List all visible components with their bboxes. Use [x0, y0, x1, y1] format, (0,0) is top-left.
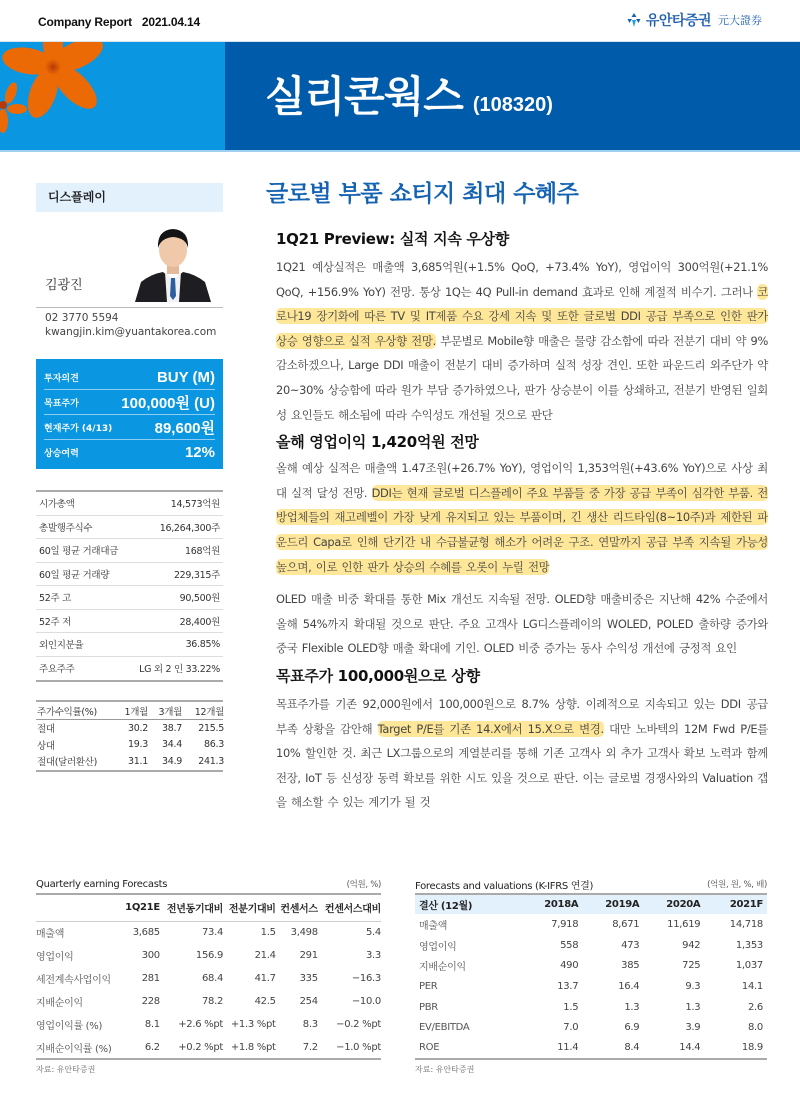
- stats-label: 52주 고: [39, 593, 71, 605]
- stats-row: [36, 563, 223, 587]
- returns-header-row: [36, 702, 223, 720]
- table-title: Quarterly earning Forecasts: [36, 878, 168, 890]
- rating-value: BUY (M): [156, 368, 215, 386]
- rating-row: [44, 440, 215, 465]
- table-cell: 385: [621, 960, 640, 972]
- table-cell: 16.4: [618, 980, 640, 992]
- row-label: 영업이익률 (%): [36, 1021, 103, 1032]
- column-header: 1Q21E: [125, 902, 160, 914]
- returns-cell: 215.5: [198, 722, 224, 734]
- table-cell: 73.4: [201, 927, 224, 939]
- stats-label: 외인지분율: [39, 640, 84, 652]
- company-ticker: (108320): [472, 94, 553, 116]
- section-title: 1Q21 Preview: 실적 지속 우상향: [276, 230, 509, 248]
- table-cell: 6.9: [624, 1022, 640, 1034]
- table-cell: 11,619: [667, 918, 701, 930]
- table-row: [415, 914, 767, 935]
- table-cell: 2.6: [747, 1001, 763, 1013]
- table-unit: (억원, %): [346, 880, 381, 890]
- row-label: 매출액: [419, 920, 448, 932]
- table-cell: 78.2: [201, 996, 224, 1007]
- analyst-photo: [131, 220, 215, 302]
- stats-value: 229,315주: [173, 569, 220, 581]
- rating-row: [44, 390, 215, 415]
- stats-row: [36, 610, 223, 634]
- column-header: 전년동기대비: [166, 904, 224, 916]
- stats-label: 60일 평균 거래대금: [39, 546, 119, 558]
- broker-name-cn: 元大證券: [718, 14, 762, 27]
- flower-icon: [0, 42, 225, 150]
- table-header-row: [36, 894, 381, 921]
- stats-row: [36, 516, 223, 540]
- table-cell: +2.6 %pt: [178, 1019, 224, 1030]
- stats-label: 60일 평균 거래량: [39, 569, 110, 581]
- table-row: [415, 1038, 767, 1059]
- paragraph-text: 올해 예상 실적은 매출액 1.47조원(+26.7% YoY), 영업이익 1,353억원(+43.6% YoY)으로 사상 최대 실적 달성 전망.: [276, 461, 768, 500]
- row-label: ROE: [419, 1042, 440, 1054]
- sidebar: [36, 183, 223, 772]
- analyst-name: 김광진: [45, 278, 83, 293]
- report-type: Company Report: [38, 15, 132, 29]
- column-header: 결산 (12월): [419, 901, 473, 912]
- table-cell: 7,918: [551, 918, 579, 930]
- table-caption: [36, 875, 381, 893]
- table-header-row: [415, 894, 767, 914]
- table-cell: 558: [560, 939, 579, 951]
- table-cell: 9.3: [685, 980, 701, 992]
- table-source: 자료: 유안타증권: [415, 1064, 475, 1074]
- table-cell: 490: [560, 960, 579, 972]
- table-cell: 3,498: [290, 927, 318, 939]
- row-label: 영업이익: [419, 941, 457, 953]
- banner-decoration: [0, 42, 225, 150]
- table-cell: +0.2 %pt: [178, 1041, 224, 1053]
- returns-cell: 절대: [37, 724, 55, 736]
- table-cell: 473: [621, 939, 640, 951]
- stats-label: 시가총액: [39, 499, 75, 511]
- main-content: [266, 175, 768, 815]
- company-title: [265, 64, 553, 124]
- table-cell: 13.7: [557, 980, 579, 992]
- rating-value: 89,600원: [154, 419, 215, 437]
- returns-cell: 241.3: [198, 755, 224, 767]
- yuanta-logo-icon: [626, 12, 642, 28]
- returns-cell: 86.3: [204, 739, 224, 751]
- row-label: 지배순이익: [36, 998, 83, 1009]
- stats-label: 52주 저: [39, 616, 71, 628]
- stats-row: [36, 633, 223, 657]
- returns-cell: 31.1: [128, 755, 148, 767]
- row-label: PBR: [419, 1001, 438, 1013]
- row-label: 지배순이익률 (%): [36, 1043, 112, 1055]
- company-name: 실리콘웍스: [265, 72, 463, 121]
- table-cell: 14.1: [741, 980, 763, 992]
- table-row: [415, 976, 767, 997]
- table-row: [36, 921, 381, 944]
- rating-label: 목표주가: [44, 398, 79, 409]
- table-cell: 1.5: [563, 1001, 579, 1013]
- table-cell: 14.4: [679, 1042, 701, 1054]
- stats-value: 14,573억원: [170, 499, 220, 511]
- analyst-divider: [36, 307, 223, 308]
- highlighted-text: 코로나19 장기화에 따른 TV 및 IT제품 수요 강세 지속 및 또한 글로벌 DDI 공급 부족으로 인한 판가 상승 영향으로 실적 우상향 전망.: [276, 284, 768, 348]
- returns-cell: 34.4: [162, 739, 182, 751]
- stats-value: 90,500원: [179, 593, 220, 605]
- rating-value: 12%: [184, 444, 215, 461]
- table-cell: 291: [299, 950, 318, 961]
- rating-box: [36, 359, 223, 469]
- paragraph-text: 대만 노바텍의 12M Fwd P/E를 10% 할인한 것. 최근 LX그룹으로의 계열분리를 통해 기존 고객사 외 추가 고객사 확보 노력과 함께 전장, IoT 등 신성장 동력 확보를 위한 시도 있을 것으로 판단. 이는 글로벌 경쟁사와의 Valuation 갭을 해소할 수 있는 계기가 될 것: [276, 721, 769, 810]
- stats-row: [36, 492, 223, 516]
- column-header: [36, 894, 121, 921]
- returns-cell: 절대(달러환산): [37, 757, 98, 769]
- returns-row: [36, 737, 223, 754]
- paragraph-text: 1Q21 예상실적은 매출액 3,685억원(+1.5% QoQ, +73.4% YoY), 영업이익 300억원(+21.1% QoQ, +156.9% YoY) 전망. 통상 1Q는 4Q Pull-in demand 효과로 인해 계절적 비수기. 그러나: [276, 260, 768, 299]
- table-title: Forecasts and valuations (K-IFRS 연결): [415, 880, 594, 892]
- rating-label: 상승여력: [44, 449, 79, 459]
- table-row: [36, 990, 381, 1013]
- returns-cell: 30.2: [128, 722, 148, 734]
- returns-header: 3개월: [158, 706, 182, 718]
- table-cell: −1.0 %pt: [336, 1041, 381, 1053]
- analyst-block: [36, 212, 223, 297]
- table-cell: −10.0: [351, 996, 381, 1007]
- table-cell: 8.4: [624, 1042, 640, 1054]
- stats-row: [36, 586, 223, 610]
- table-cell: 156.9: [195, 950, 224, 961]
- table-cell: 1,353: [735, 939, 763, 951]
- section-title: 목표주가 100,000원으로 상향: [276, 666, 480, 685]
- table-caption: [415, 875, 767, 893]
- data-table: [36, 893, 381, 1060]
- row-label: 영업이익: [36, 952, 74, 963]
- table-cell: 5.4: [365, 927, 381, 939]
- table-row: [415, 1017, 767, 1038]
- table-cell: 942: [682, 939, 701, 951]
- table-cell: 281: [141, 973, 160, 984]
- paragraph-text: 부문별로 Mobile향 매출은 물량 감소함에 따라 전분기 대비 약 9% 감소하겠으나, Large DDI 매출이 전분기 대비 증가하며 실적 성장 견인. 또한 파운드리 외주단가 약 20~30% 상승함에 따라 원가 부담 증가하였으나, 판가 상승분이 이를 상쇄하고, 전분기 반영된 일회성 요인들도 해소됨에 따라 수익성도 개선될 것으로 판단: [276, 333, 769, 422]
- section-paragraph: OLED 매출 비중 확대를 통한 Mix 개선도 지속될 전망. OLED향 매출비중은 지난해 42% 수준에서 올해 54%까지 확대될 것으로 판단. 주요 고객사 LG디스플레이의 WOLED, POLED 출하량 증가와 중국 Flexible OLED향 매출 확대에 기인. OLED 비중 증가는 동사 수익성 개선에 긍정적 요인: [276, 592, 768, 656]
- returns-row: [36, 753, 223, 770]
- rating-label: 투자의견: [44, 373, 79, 384]
- banner-divider: [0, 150, 800, 152]
- banner-title-area: [225, 42, 800, 150]
- table-cell: 3,685: [132, 927, 160, 939]
- table-row: [415, 955, 767, 976]
- stock-returns-table: [36, 700, 223, 772]
- returns-header: 주가수익률(%): [37, 706, 97, 718]
- analyst-phone: 02 3770 5594: [45, 312, 119, 324]
- section-paragraph: [276, 692, 768, 815]
- returns-header: 12개월: [194, 706, 224, 718]
- table-cell: 8.1: [144, 1019, 160, 1030]
- stats-row: [36, 657, 223, 681]
- data-table: [415, 893, 767, 1060]
- table-cell: −16.3: [351, 973, 381, 984]
- table-cell: 6.2: [144, 1041, 160, 1053]
- returns-cell: 38.7: [162, 722, 182, 734]
- stats-value: 28,400원: [179, 616, 220, 628]
- table-cell: 300: [141, 950, 160, 961]
- row-label: 세전계속사업이익: [36, 975, 111, 986]
- table-cell: 41.7: [254, 973, 276, 984]
- column-header: 2020A: [666, 899, 701, 910]
- table-cell: 3.3: [365, 950, 381, 961]
- table-source: 자료: 유안타증권: [36, 1065, 96, 1074]
- returns-cell: 상대: [37, 740, 55, 752]
- row-label: 매출액: [36, 929, 65, 941]
- table-cell: 1.3: [685, 1001, 701, 1013]
- valuation-table: [415, 875, 767, 1075]
- returns-row: [36, 720, 223, 737]
- stats-label: 주요주주: [39, 664, 75, 676]
- table-cell: 68.4: [201, 973, 224, 984]
- table-unit: (억원, 원, %, 배): [707, 880, 767, 890]
- report-label: [38, 15, 200, 29]
- table-cell: 8.0: [747, 1022, 763, 1034]
- table-cell: 3.9: [685, 1022, 701, 1034]
- table-cell: 725: [682, 960, 701, 972]
- column-header: 컨센서스: [280, 904, 318, 916]
- rating-value: 100,000원 (U): [121, 394, 215, 412]
- table-cell: 11.4: [557, 1042, 579, 1054]
- paragraph-text: 목표주가를 기존 92,000원에서 100,000원으로 8.7% 상향. 이례적으로 지속되고 있는 DDI 공급 부족 상황을 감안해: [276, 696, 768, 736]
- column-header: 전분기대비: [228, 904, 276, 916]
- highlighted-text: Target P/E를 기존 14.X에서 15.X으로 변경.: [377, 721, 604, 736]
- sector-label: 디스플레이: [36, 183, 223, 212]
- table-cell: 8.3: [302, 1019, 318, 1030]
- table-row: [36, 967, 381, 990]
- returns-header: 1개월: [124, 706, 148, 718]
- table-row: [36, 1013, 381, 1036]
- column-header: 2019A: [605, 899, 640, 910]
- table-row: [415, 997, 767, 1018]
- section-paragraph: [276, 255, 768, 427]
- table-cell: 254: [299, 996, 318, 1007]
- rating-label: 현재주가 (4/13): [44, 423, 113, 434]
- returns-cell: 34.9: [162, 755, 182, 767]
- table-row: [36, 1036, 381, 1059]
- broker-name-ko: 유안타증권: [645, 13, 711, 29]
- table-cell: 7.0: [563, 1022, 579, 1034]
- table-cell: 21.4: [254, 950, 276, 961]
- top-bar: [0, 0, 800, 40]
- report-date: 2021.04.14: [141, 15, 200, 29]
- table-cell: 42.5: [254, 996, 276, 1007]
- table-cell: +1.3 %pt: [230, 1019, 276, 1030]
- table-cell: 1,037: [735, 960, 763, 972]
- quarterly-forecast-table: [36, 875, 381, 1075]
- stats-label: 총발행주식수: [39, 522, 93, 534]
- table-cell: 1.3: [624, 1001, 640, 1013]
- table-cell: 8,671: [612, 918, 640, 930]
- table-row: [36, 944, 381, 967]
- table-cell: 228: [141, 996, 160, 1007]
- stats-value: 36.85%: [185, 638, 220, 650]
- stats-value: 16,264,300주: [159, 522, 220, 534]
- report-headline: 글로벌 부품 쇼티지 최대 수혜주: [266, 181, 579, 207]
- column-header: 2018A: [544, 899, 579, 910]
- stats-value: 168억원: [185, 546, 220, 558]
- broker-logo: [626, 10, 762, 30]
- column-header: 컨센서스대비: [324, 904, 381, 916]
- table-cell: 7.2: [302, 1041, 318, 1053]
- table-cell: −0.2 %pt: [336, 1019, 381, 1030]
- stats-row: [36, 539, 223, 563]
- stats-value: LG 외 2 인 33.22%: [139, 664, 220, 676]
- returns-cell: 19.3: [128, 739, 148, 751]
- highlighted-text: DDI는 현재 글로벌 디스플레이 주요 부품들 중 가장 공급 부족이 심각한 부품. 전방업체들의 재고레벨이 가장 낮게 유지되고 있는 부품이며, 긴 생산 리드타임(8~10주)과 제한된 파운드리 Capa로 인해 단기간 내 수급불균형 해소가 어려운 구조. 연말까지 공급 부족 지속될 가능성 높으며, 이로 인한 판가 상승의 수혜를 오롯이 누릴 전망: [276, 485, 768, 574]
- table-cell: 335: [299, 973, 318, 984]
- table-cell: 1.5: [260, 927, 276, 939]
- table-cell: 18.9: [741, 1042, 763, 1054]
- analyst-contact: [36, 311, 223, 339]
- table-cell: 14,718: [729, 918, 763, 930]
- rating-row: [44, 365, 215, 390]
- section-paragraph: [276, 456, 768, 579]
- analyst-email[interactable]: kwangjin.kim@yuantakorea.com: [45, 326, 217, 338]
- row-label: PER: [419, 980, 438, 992]
- stock-stats-table: [36, 490, 223, 682]
- section-title: 올해 영업이익 1,420억원 전망: [276, 433, 479, 452]
- title-banner: [0, 41, 800, 150]
- row-label: EV/EBITDA: [419, 1022, 470, 1034]
- table-row: [415, 935, 767, 956]
- table-cell: +1.8 %pt: [230, 1041, 276, 1053]
- rating-row: [44, 415, 215, 440]
- column-header: 2021F: [729, 899, 763, 910]
- row-label: 지배순이익: [419, 962, 466, 974]
